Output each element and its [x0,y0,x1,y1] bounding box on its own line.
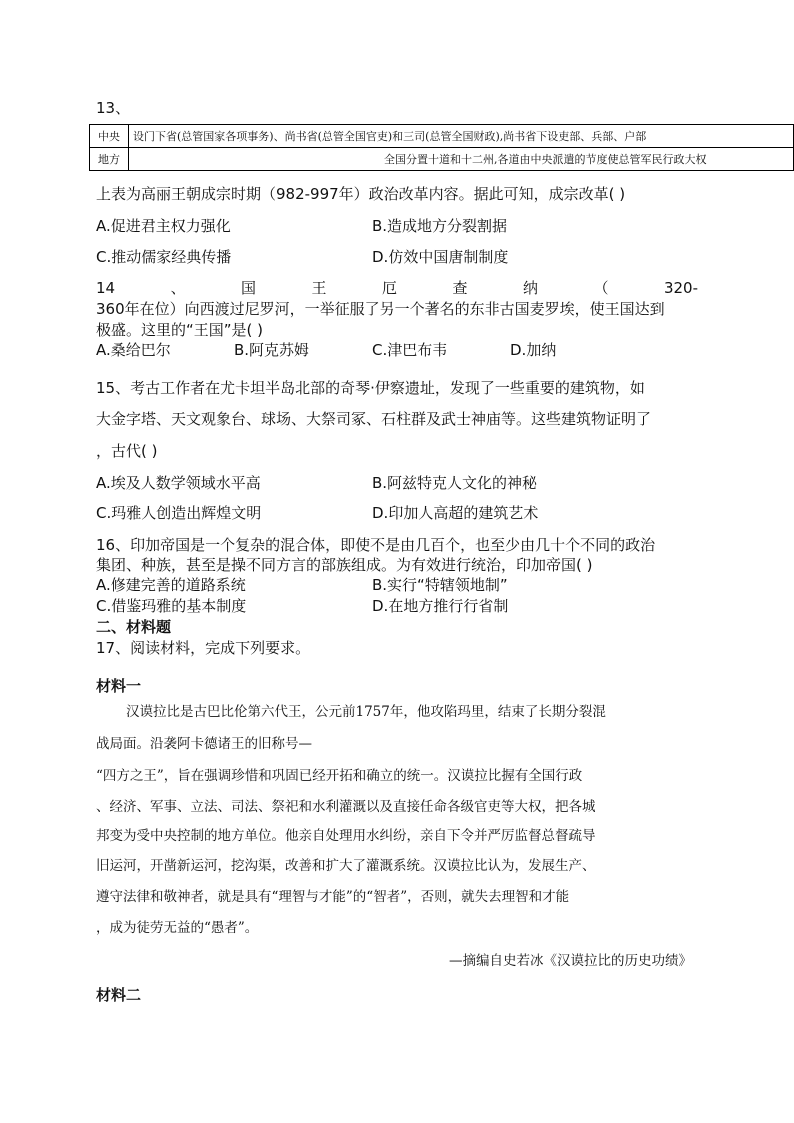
question-16-line2: 集团、种族，甚至是操不同方言的部族组成。为有效进行统治，印加帝国( ) [96,556,593,574]
option-c[interactable]: C.玛雅人创造出辉煌文明 [96,504,262,522]
section-heading: 二、材料题 [96,618,172,636]
material-1-line: ，成为徒劳无益的“愚者”。 [96,920,259,936]
option-b[interactable]: B.阿克苏姆 [234,341,310,359]
question-17: 17、阅读材料，完成下列要求。 [96,639,311,657]
q14-word: 查 [452,279,468,297]
option-b[interactable]: B.实行“特辖领地制” [372,576,508,594]
option-d[interactable]: D.加纳 [510,341,557,359]
table-cell-label: 地方 [90,148,129,171]
option-c[interactable]: C.津巴布韦 [372,341,448,359]
question-15-line1: 15、考古工作者在尤卡坦半岛北部的奇琴·伊察遗址，发现了一些重要的建筑物，如 [96,379,645,397]
q14-word: 厄 [382,279,398,297]
question-15-line3: ，古代( ) [96,442,158,460]
table-cell-content: 设门下省(总管国家各项事务)、尚书省(总管全国官吏)和三司(总管全国财政),尚书省下设吏部、兵部、户部 [129,125,794,148]
q14-word: 、 [170,279,186,297]
option-a[interactable]: A.桑给巴尔 [96,341,171,359]
q14-word: 王 [311,279,327,297]
material-1-line: 汉谟拉比是古巴比伦第六代王，公元前1757年，他攻陷玛里，结束了长期分裂混 [126,704,606,720]
question-14-line3: 极盛。这里的“王国”是( ) [96,321,264,339]
q14-word: 320- [663,279,698,297]
option-a[interactable]: A.修建完善的道路系统 [96,576,246,594]
material-1-title: 材料一 [96,677,142,695]
option-d[interactable]: D.在地方推行行省制 [372,597,509,615]
material-1-line: 、经济、军事、立法、司法、祭祀和水利灌溉以及直接任命各级官吏等大权，把各城 [96,799,596,815]
q14-word: 14 [96,279,116,297]
option-b[interactable]: B.阿兹特克人文化的神秘 [372,474,538,492]
option-d[interactable]: D.仿效中国唐制制度 [372,248,509,266]
option-a[interactable]: A.促进君主权力强化 [96,217,231,235]
question-15-line2: 大金字塔、天文观象台、球场、大祭司冢、石柱群及武士神庙等。这些建筑物证明了 [96,410,652,428]
material-1-line: 战局面。沿袭阿卡德诸王的旧称号— [96,736,312,752]
q14-word: （ [593,279,609,297]
table-row [90,148,794,171]
option-a[interactable]: A.埃及人数学领域水平高 [96,474,261,492]
question-14-line1 [96,278,698,298]
material-2-title: 材料二 [96,986,142,1004]
option-d[interactable]: D.印加人高超的建筑艺术 [372,504,539,522]
table-cell-content: 全国分置十道和十二州,各道由中央派遣的节度使总管军民行政大权 [129,148,794,171]
material-1-line: 旧运河，开凿新运河，挖沟渠，改善和扩大了灌溉系统。汉谟拉比认为，发展生产、 [96,858,596,874]
table-cell-label: 中央 [90,125,129,148]
material-1-line: 邦变为受中央控制的地方单位。他亲自处理用水纠纷，亲自下令并严厉监督总督疏导 [96,828,596,844]
q14-word: 纳 [522,279,538,297]
option-c[interactable]: C.借鉴玛雅的基本制度 [96,597,247,615]
reform-table [89,124,794,171]
q14-word: 国 [241,279,257,297]
option-b[interactable]: B.造成地方分裂割据 [372,217,508,235]
table-row [90,125,794,148]
material-1-line: 遵守法律和敬神者，就是具有“理智与才能”的“智者”，否则，就失去理智和才能 [96,889,570,905]
material-1-source: —摘编自史若冰《汉谟拉比的历史功绩》 [449,953,692,969]
question-14-line2: 360年在位）向西渡过尼罗河，一举征服了另一个著名的东非古国麦罗埃，使王国达到 [96,300,665,318]
question-16-line1: 16、印加帝国是一个复杂的混合体，即使不是由几百个，也至少由几十个不同的政治 [96,536,656,554]
question-13-number: 13、 [96,99,131,117]
question-13-stem: 上表为高丽王朝成宗时期（982-997年）政治改革内容。据此可知，成宗改革( ) [96,185,626,203]
material-1-line: “四方之王”，旨在强调珍惜和巩固已经开拓和确立的统一。汉谟拉比握有全国行政 [96,768,583,784]
option-c[interactable]: C.推动儒家经典传播 [96,248,232,266]
